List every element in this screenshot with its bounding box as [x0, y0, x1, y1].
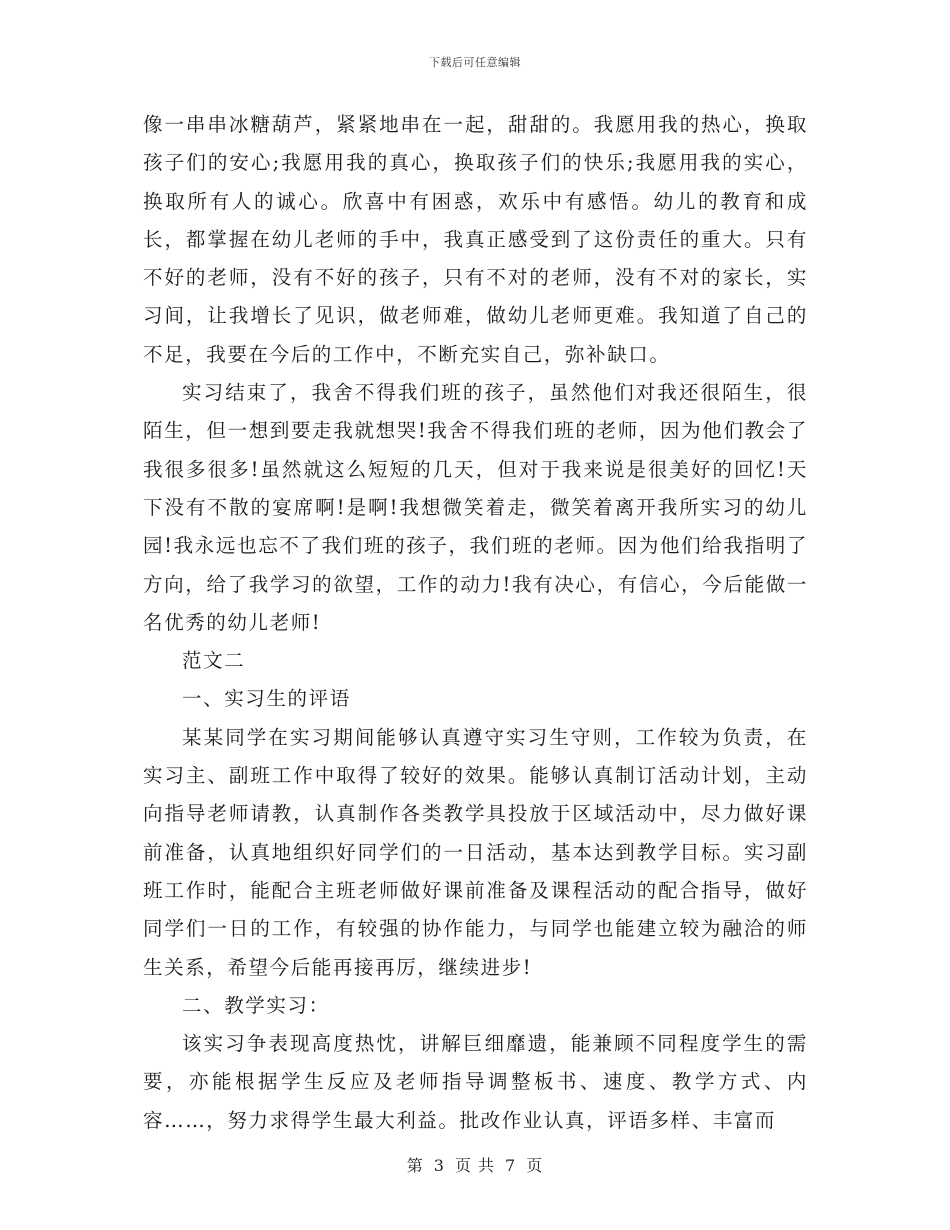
footer-total-pages: 7 — [505, 1156, 517, 1175]
paragraph-teaching-practice: 该实习争表现高度热忱，讲解巨细靡遗，能兼顾不同程度学生的需要，亦能根据学生反应及老师指导调整板书、速度、教学方式、内容……，努力求得学生最大利益。批改作业认真，评语多样、丰富而 — [143, 1032, 808, 1132]
section-title-sample-two: 范文二 — [182, 649, 246, 673]
footer-page-number: 3 — [433, 1156, 445, 1175]
subheading-teaching-practice: 二、教学实习： — [182, 993, 330, 1017]
footer-prefix: 第 — [406, 1156, 424, 1175]
document-body — [143, 106, 808, 1140]
subheading-intern-comments: 一、实习生的评语 — [182, 687, 351, 711]
footer-suffix: 页 — [526, 1156, 544, 1175]
paragraph-internship-end: 实习结束了，我舍不得我们班的孩子，虽然他们对我还很陌生，很陌生，但一想到要走我就想哭!我舍不得我们班的老师，因为他们教会了我很多很多!虽然就这么短短的几天，但对于我来说是很美好的回忆!天下没有不散的宴席啊!是啊!我想微笑着走，微笑着离开我所实习的幼儿园!我永远也忘不了我们班的孩子，我们班的老师。因为他们给我指明了方向，给了我学习的欲望，工作的动力!我有决心，有信心，今后能做一名优秀的幼儿老师! — [143, 381, 808, 634]
paragraph-continuation: 像一串串冰糖葫芦，紧紧地串在一起，甜甜的。我愿用我的热心，换取孩子们的安心;我愿用我的真心，换取孩子们的快乐;我愿用我的实心，换取所有人的诚心。欣喜中有困惑，欢乐中有感悟。幼儿的教育和成长，都掌握在幼儿老师的手中，我真正感受到了这份责任的重大。只有不好的老师，没有不好的孩子，只有不对的老师，没有不对的家长，实习间，让我增长了见识，做老师难，做幼儿老师更难。我知道了自己的不足，我要在今后的工作中，不断充实自己，弥补缺口。 — [143, 113, 808, 366]
page-header: 下载后可任意编辑 — [429, 56, 521, 69]
page-footer — [0, 1153, 950, 1176]
footer-middle: 页 共 — [454, 1156, 496, 1175]
paragraph-intern-comments: 某某同学在实习期间能够认真遵守实习生守则，工作较为负责，在实习主、副班工作中取得了较好的效果。能够认真制订活动计划，主动向指导老师请教，认真制作各类教学具投放于区域活动中，尽力做好课前准备，认真地组织好同学们的一日活动，基本达到教学目标。实习副班工作时，能配合主班老师做好课前准备及课程活动的配合指导，做好同学们一日的工作，有较强的协作能力，与同学也能建立较为融洽的师生关系，希望今后能再接再厉，继续进步! — [143, 725, 808, 979]
